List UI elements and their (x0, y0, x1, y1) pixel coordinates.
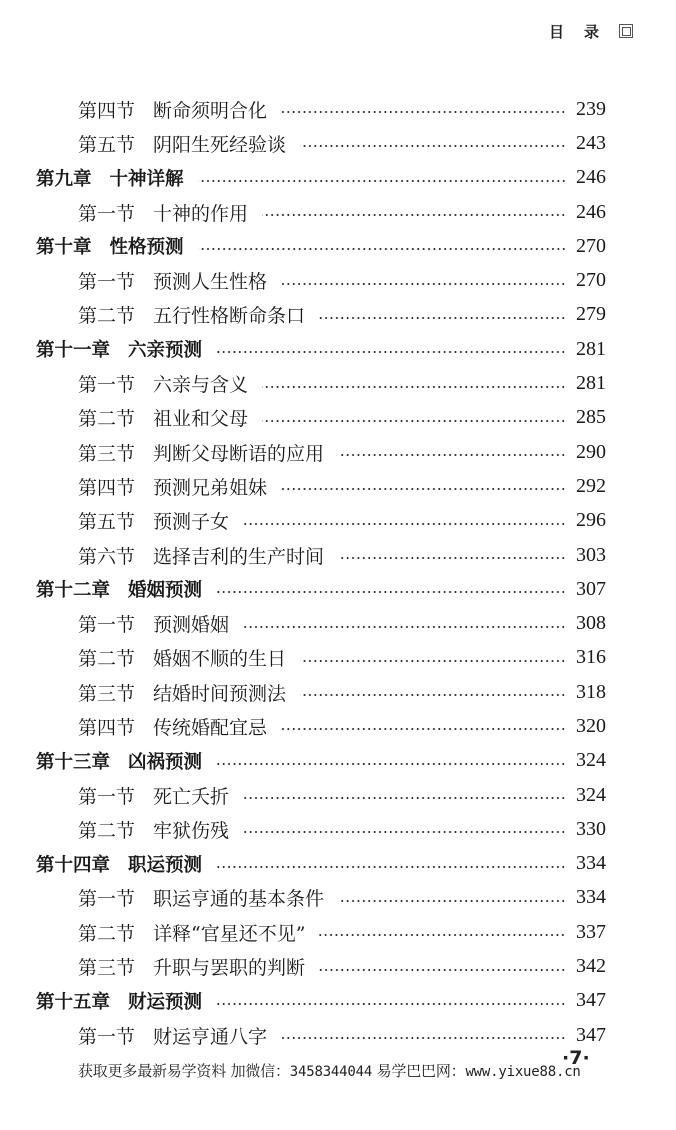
entry-page-number: 246 (576, 166, 606, 189)
dot-leader (262, 386, 566, 388)
entry-page-number: 292 (576, 474, 606, 497)
entry-title: 预测子女 (153, 511, 230, 534)
entry-page-number: 239 (576, 97, 606, 120)
entry-page-number: 316 (576, 646, 606, 669)
toc-chapter-entry[interactable] (0, 744, 676, 778)
entry-title: 十神详解 (109, 168, 184, 190)
toc-section-entry[interactable] (0, 881, 676, 915)
entry-title: 预测婚姻 (153, 614, 230, 637)
toc-section-entry[interactable] (0, 298, 676, 332)
dot-leader (216, 1003, 566, 1005)
dot-leader (319, 317, 566, 319)
entry-page-number: 330 (576, 817, 606, 840)
entry-number: 第五节 (78, 511, 136, 534)
entry-title: 牢狱伤残 (153, 819, 230, 842)
toc-chapter-entry[interactable] (0, 572, 676, 606)
toc-section-entry[interactable] (0, 915, 676, 949)
toc-section-entry[interactable] (0, 401, 676, 435)
entry-page-number: 270 (576, 269, 606, 292)
entry-number: 第一节 (78, 785, 136, 808)
entry-number: 第二节 (78, 819, 136, 842)
entry-page-number: 246 (576, 200, 606, 223)
dot-leader (281, 1037, 566, 1039)
entry-page-number: 342 (576, 955, 606, 978)
entry-title: 性格预测 (109, 237, 184, 259)
entry-title: 预测兄弟姐妹 (153, 476, 268, 499)
entry-number: 第二节 (78, 408, 136, 431)
toc-chapter-entry[interactable] (0, 161, 676, 195)
dot-leader (243, 626, 566, 628)
entry-title: 详释“官星还不见” (153, 922, 306, 945)
entry-number: 第三节 (78, 442, 136, 465)
entry-page-number: 320 (576, 714, 606, 737)
toc-section-entry[interactable] (0, 366, 676, 400)
entry-number: 第五节 (78, 133, 136, 156)
header-title-char: 目 (549, 22, 565, 41)
toc-section-entry[interactable] (0, 469, 676, 503)
entry-page-number: 290 (576, 440, 606, 463)
toc-section-entry[interactable] (0, 126, 676, 160)
entry-page-number: 243 (576, 131, 606, 154)
dot-leader (338, 900, 566, 902)
entry-page-number: 324 (576, 783, 606, 806)
toc-section-entry[interactable] (0, 778, 676, 812)
toc-section-entry[interactable] (0, 606, 676, 640)
toc-section-entry[interactable] (0, 675, 676, 709)
dot-leader (198, 248, 566, 250)
entry-title: 选择吉利的生产时间 (153, 545, 325, 568)
dot-leader (216, 866, 566, 868)
toc-section-entry[interactable] (0, 263, 676, 297)
entry-title: 六亲预测 (128, 340, 203, 362)
toc-section-entry[interactable] (0, 641, 676, 675)
entry-number: 第二节 (78, 922, 136, 945)
dot-leader (300, 145, 566, 147)
toc-section-entry[interactable] (0, 195, 676, 229)
entry-page-number: 303 (576, 543, 606, 566)
entry-number: 第四节 (78, 476, 136, 499)
entry-title: 五行性格断命条口 (153, 305, 306, 328)
watermark-footer (78, 1060, 581, 1081)
entry-number: 第一节 (78, 374, 136, 397)
entry-title: 婚姻预测 (128, 580, 203, 602)
dot-leader (262, 214, 566, 216)
dot-leader (281, 111, 566, 113)
toc-section-entry[interactable] (0, 709, 676, 743)
entry-page-number: 318 (576, 680, 606, 703)
footer-text: 获取更多最新易学资料 加微信： (78, 1062, 290, 1080)
toc-section-entry[interactable] (0, 812, 676, 846)
entry-number: 第一节 (78, 614, 136, 637)
dot-leader (243, 831, 566, 833)
dot-leader (319, 969, 566, 971)
entry-title: 职运亨通的基本条件 (153, 888, 325, 911)
entry-title: 凶祸预测 (128, 751, 203, 773)
entry-number: 第十二章 (36, 580, 111, 602)
entry-page-number: 270 (576, 234, 606, 257)
entry-number: 第一节 (78, 271, 136, 294)
entry-title: 婚姻不顺的生日 (153, 648, 287, 671)
page-header (549, 18, 633, 44)
entry-number: 第九章 (36, 168, 92, 190)
dot-leader (281, 488, 566, 490)
page-number: ·7· (562, 1047, 590, 1069)
dot-leader (319, 934, 566, 936)
dot-leader (243, 523, 566, 525)
toc-section-entry[interactable] (0, 92, 676, 126)
entry-number: 第一节 (78, 1025, 136, 1048)
entry-number: 第二节 (78, 648, 136, 671)
entry-number: 第四节 (78, 716, 136, 739)
entry-number: 第十三章 (36, 751, 111, 773)
entry-page-number: 307 (576, 577, 606, 600)
entry-page-number: 347 (576, 989, 606, 1012)
dot-leader (281, 728, 566, 730)
dot-leader (216, 351, 566, 353)
entry-page-number: 337 (576, 920, 606, 943)
toc-section-entry[interactable] (0, 504, 676, 538)
entry-number: 第四节 (78, 99, 136, 122)
entry-number: 第一节 (78, 202, 136, 225)
entry-number: 第十五章 (36, 991, 111, 1013)
entry-title: 结婚时间预测法 (153, 682, 287, 705)
entry-page-number: 296 (576, 509, 606, 532)
toc-section-entry[interactable] (0, 538, 676, 572)
entry-page-number: 281 (576, 372, 606, 395)
entry-page-number: 281 (576, 337, 606, 360)
entry-title: 六亲与含义 (153, 374, 249, 397)
dot-leader (243, 797, 566, 799)
dot-leader (216, 591, 566, 593)
entry-page-number: 347 (576, 1023, 606, 1046)
dot-leader (216, 763, 566, 765)
dot-leader (338, 557, 566, 559)
entry-title: 十神的作用 (153, 202, 249, 225)
dot-leader (300, 694, 566, 696)
entry-title: 财运亨通八字 (153, 1025, 268, 1048)
entry-number: 第二节 (78, 305, 136, 328)
entry-title: 职运预测 (128, 854, 203, 876)
entry-title: 祖业和父母 (153, 408, 249, 431)
footer-phone: 3458344044 (289, 1064, 373, 1080)
entry-title: 断命须明合化 (153, 99, 268, 122)
entry-number: 第六节 (78, 545, 136, 568)
entry-number: 第十章 (36, 237, 92, 259)
dot-leader (300, 660, 566, 662)
toc-chapter-entry[interactable] (0, 847, 676, 881)
page-frame-icon (619, 24, 633, 38)
entry-title: 升职与罢职的判断 (153, 957, 306, 980)
entry-page-number: 334 (576, 886, 606, 909)
dot-leader (281, 283, 566, 285)
dot-leader (262, 420, 566, 422)
dot-leader (338, 454, 566, 456)
entry-title: 阴阳生死经验谈 (153, 133, 287, 156)
toc-chapter-entry[interactable] (0, 332, 676, 366)
entry-title: 财运预测 (128, 991, 203, 1013)
entry-title: 传统婚配宜忌 (153, 716, 268, 739)
toc-chapter-entry[interactable] (0, 984, 676, 1018)
entry-page-number: 285 (576, 406, 606, 429)
entry-page-number: 279 (576, 303, 606, 326)
entry-number: 第一节 (78, 888, 136, 911)
footer-url-link[interactable]: www.yixue88.cn (465, 1064, 581, 1080)
entry-number: 第三节 (78, 957, 136, 980)
entry-number: 第十一章 (36, 340, 111, 362)
entry-page-number: 324 (576, 749, 606, 772)
header-title-char: 录 (584, 22, 600, 41)
entry-title: 死亡夭折 (153, 785, 230, 808)
entry-number: 第三节 (78, 682, 136, 705)
entry-title: 预测人生性格 (153, 271, 268, 294)
entry-page-number: 308 (576, 612, 606, 635)
dot-leader (198, 180, 566, 182)
toc-chapter-entry[interactable] (0, 229, 676, 263)
entry-number: 第十四章 (36, 854, 111, 876)
toc-section-entry[interactable] (0, 949, 676, 983)
entry-page-number: 334 (576, 852, 606, 875)
table-of-contents (0, 92, 676, 1052)
toc-section-entry[interactable] (0, 435, 676, 469)
entry-title: 判断父母断语的应用 (153, 442, 325, 465)
footer-text-mid: 易学巴巴网： (372, 1062, 466, 1080)
